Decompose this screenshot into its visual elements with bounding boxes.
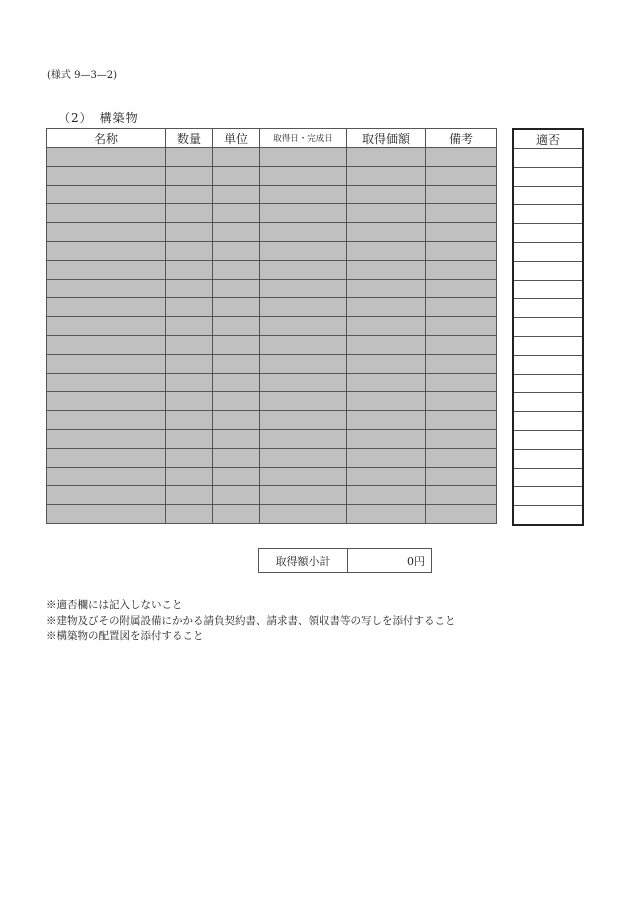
table-cell	[347, 279, 426, 298]
table-cell	[166, 411, 213, 430]
table-cell	[347, 335, 426, 354]
approval-row	[513, 393, 583, 412]
table-cell	[347, 317, 426, 336]
approval-cell	[513, 506, 583, 525]
table-cell	[166, 429, 213, 448]
table-row	[47, 298, 497, 317]
table-cell	[347, 204, 426, 223]
table-cell	[260, 185, 347, 204]
approval-cell	[513, 487, 583, 506]
approval-cell	[513, 186, 583, 205]
section-title: （2） 構築物	[58, 111, 139, 125]
table-cell	[260, 392, 347, 411]
table-row	[47, 354, 497, 373]
approval-row	[513, 374, 583, 393]
approval-row	[513, 280, 583, 299]
table-cell	[260, 373, 347, 392]
table-cell	[426, 354, 497, 373]
subtotal-row	[259, 549, 432, 573]
table-row	[47, 486, 497, 505]
table-cell	[260, 223, 347, 242]
approval-cell	[513, 374, 583, 393]
table-cell	[213, 241, 260, 260]
approval-cell	[513, 149, 583, 168]
table-cell	[166, 392, 213, 411]
table-cell	[213, 166, 260, 185]
header-unit: 単位	[213, 129, 260, 148]
table-cell	[213, 429, 260, 448]
table-cell	[213, 204, 260, 223]
approval-row	[513, 468, 583, 487]
table-cell	[166, 354, 213, 373]
table-cell	[166, 148, 213, 167]
table-cell	[426, 166, 497, 185]
table-cell	[426, 279, 497, 298]
table-row	[47, 148, 497, 167]
table-cell	[426, 411, 497, 430]
approval-row	[513, 205, 583, 224]
table-cell	[47, 335, 166, 354]
table-cell	[47, 392, 166, 411]
approval-row	[513, 412, 583, 431]
table-row	[47, 429, 497, 448]
table-cell	[47, 204, 166, 223]
table-cell	[47, 241, 166, 260]
table-cell	[213, 467, 260, 486]
table-cell	[260, 448, 347, 467]
table-cell	[47, 279, 166, 298]
table-cell	[166, 223, 213, 242]
approval-cell	[513, 468, 583, 487]
note-item: ※構築物の配置図を添付すること	[46, 630, 204, 642]
table-row	[47, 166, 497, 185]
table-cell	[213, 148, 260, 167]
header-acquisition-date: 取得日・完成日	[260, 129, 347, 148]
table-cell	[213, 335, 260, 354]
approval-row	[513, 449, 583, 468]
note-item: ※適否欄には記入しないこと	[46, 599, 183, 611]
approval-cell	[513, 167, 583, 186]
table-cell	[166, 335, 213, 354]
table-cell	[426, 317, 497, 336]
table-cell	[166, 448, 213, 467]
table-cell	[426, 486, 497, 505]
table-cell	[166, 260, 213, 279]
table-cell	[47, 148, 166, 167]
approval-row	[513, 506, 583, 525]
approval-row	[513, 336, 583, 355]
approval-header-row	[513, 129, 583, 149]
approval-cell	[513, 412, 583, 431]
table-row	[47, 241, 497, 260]
table-cell	[260, 204, 347, 223]
table-cell	[213, 354, 260, 373]
table-cell	[47, 260, 166, 279]
table-cell	[426, 260, 497, 279]
table-cell	[166, 373, 213, 392]
table-cell	[166, 317, 213, 336]
table-cell	[47, 298, 166, 317]
table-cell	[166, 241, 213, 260]
approval-row	[513, 167, 583, 186]
table-cell	[213, 411, 260, 430]
subtotal-table	[258, 548, 432, 573]
approval-cell	[513, 224, 583, 243]
table-cell	[260, 298, 347, 317]
table-cell	[347, 411, 426, 430]
table-cell	[166, 185, 213, 204]
table-row	[47, 279, 497, 298]
table-cell	[426, 223, 497, 242]
header-quantity: 数量	[166, 129, 213, 148]
table-cell	[260, 166, 347, 185]
table-cell	[347, 448, 426, 467]
approval-cell	[513, 318, 583, 337]
approval-cell	[513, 205, 583, 224]
table-cell	[47, 429, 166, 448]
table-row	[47, 204, 497, 223]
header-name: 名称	[47, 129, 166, 148]
table-cell	[166, 279, 213, 298]
approval-row	[513, 299, 583, 318]
approval-row	[513, 318, 583, 337]
approval-row	[513, 355, 583, 374]
table-row	[47, 411, 497, 430]
table-row	[47, 467, 497, 486]
table-cell	[47, 373, 166, 392]
table-row	[47, 223, 497, 242]
table-cell	[347, 298, 426, 317]
table-cell	[347, 241, 426, 260]
approval-row	[513, 261, 583, 280]
table-cell	[213, 317, 260, 336]
approval-cell	[513, 261, 583, 280]
table-cell	[213, 373, 260, 392]
table-cell	[47, 354, 166, 373]
table-cell	[213, 448, 260, 467]
table-cell	[347, 354, 426, 373]
header-acquisition-price: 取得価額	[347, 129, 426, 148]
table-row	[47, 448, 497, 467]
table-cell	[347, 505, 426, 524]
table-cell	[260, 467, 347, 486]
table-row	[47, 260, 497, 279]
table-cell	[347, 429, 426, 448]
table-cell	[347, 392, 426, 411]
approval-row	[513, 430, 583, 449]
asset-table	[46, 128, 497, 524]
table-row	[47, 317, 497, 336]
table-cell	[213, 223, 260, 242]
approval-cell	[513, 355, 583, 374]
table-cell	[166, 486, 213, 505]
table-row	[47, 505, 497, 524]
table-header-row	[47, 129, 497, 148]
table-cell	[166, 166, 213, 185]
table-cell	[260, 260, 347, 279]
table-cell	[426, 241, 497, 260]
approval-row	[513, 186, 583, 205]
table-cell	[347, 373, 426, 392]
table-cell	[426, 148, 497, 167]
table-cell	[213, 260, 260, 279]
approval-row	[513, 487, 583, 506]
table-cell	[260, 505, 347, 524]
table-cell	[260, 411, 347, 430]
approval-table	[512, 128, 584, 526]
table-cell	[426, 335, 497, 354]
note-item: ※建物及びその附属設備にかかる請負契約書、請求書、領収書等の写しを添付すること	[46, 614, 456, 627]
table-cell	[426, 448, 497, 467]
table-cell	[426, 392, 497, 411]
table-cell	[47, 223, 166, 242]
table-cell	[347, 185, 426, 204]
subtotal-label: 取得額小計	[259, 549, 348, 573]
table-cell	[347, 223, 426, 242]
table-cell	[213, 486, 260, 505]
table-cell	[166, 467, 213, 486]
subtotal-value: 0円	[348, 549, 432, 573]
table-cell	[347, 166, 426, 185]
header-approval: 適否	[513, 129, 583, 149]
table-cell	[260, 429, 347, 448]
table-cell	[347, 486, 426, 505]
table-cell	[426, 185, 497, 204]
approval-cell	[513, 430, 583, 449]
approval-cell	[513, 393, 583, 412]
table-cell	[47, 486, 166, 505]
table-cell	[347, 148, 426, 167]
table-cell	[260, 148, 347, 167]
table-cell	[47, 411, 166, 430]
table-cell	[213, 392, 260, 411]
table-cell	[426, 505, 497, 524]
table-cell	[213, 279, 260, 298]
header-remarks: 備考	[426, 129, 497, 148]
table-cell	[47, 185, 166, 204]
approval-cell	[513, 242, 583, 261]
table-cell	[260, 335, 347, 354]
approval-cell	[513, 449, 583, 468]
approval-row	[513, 149, 583, 168]
notes	[46, 598, 456, 645]
table-cell	[166, 204, 213, 223]
table-cell	[260, 354, 347, 373]
table-row	[47, 185, 497, 204]
table-row	[47, 373, 497, 392]
table-cell	[47, 317, 166, 336]
table-cell	[260, 279, 347, 298]
approval-cell	[513, 280, 583, 299]
table-row	[47, 335, 497, 354]
approval-cell	[513, 299, 583, 318]
table-cell	[166, 505, 213, 524]
table-cell	[426, 373, 497, 392]
table-cell	[213, 298, 260, 317]
approval-row	[513, 242, 583, 261]
table-row	[47, 392, 497, 411]
table-cell	[426, 467, 497, 486]
table-cell	[213, 185, 260, 204]
table-cell	[260, 241, 347, 260]
table-cell	[347, 467, 426, 486]
table-cell	[47, 448, 166, 467]
approval-row	[513, 224, 583, 243]
form-code: (様式 9—3—2)	[47, 70, 118, 81]
table-cell	[213, 505, 260, 524]
table-cell	[47, 467, 166, 486]
table-cell	[426, 298, 497, 317]
table-cell	[426, 204, 497, 223]
table-cell	[47, 505, 166, 524]
approval-cell	[513, 336, 583, 355]
table-cell	[347, 260, 426, 279]
table-cell	[260, 317, 347, 336]
table-cell	[260, 486, 347, 505]
table-cell	[47, 166, 166, 185]
table-cell	[426, 429, 497, 448]
table-cell	[166, 298, 213, 317]
